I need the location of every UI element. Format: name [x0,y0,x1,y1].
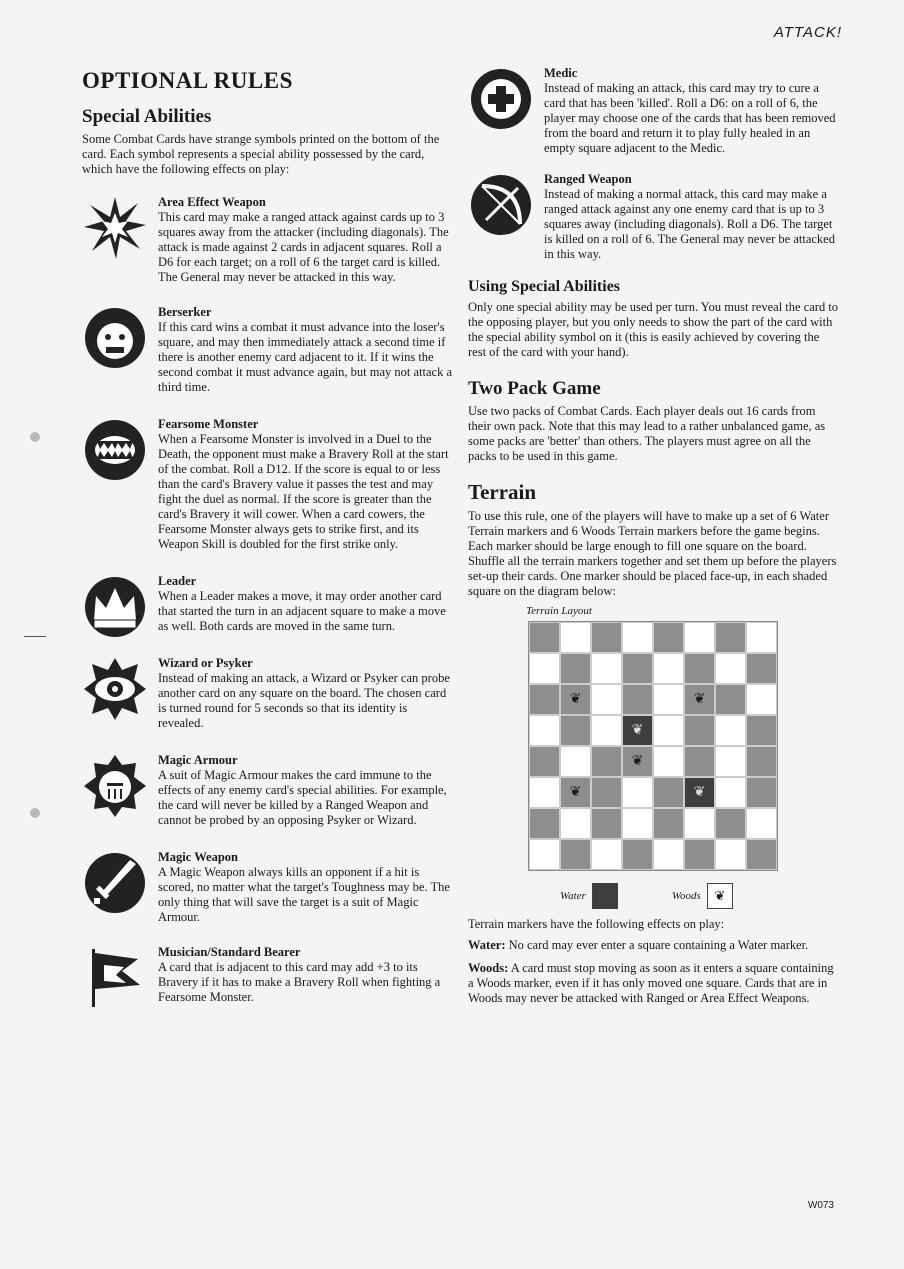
ability-text: A suit of Magic Armour makes the card immune to the effects of any enemy card's special abilities. For example, the card will never be killed by a Ranged Weapon and cannot be probed by an opposing Psyker or Wizard. [158,768,447,827]
board-square [560,622,591,653]
ability-musician [82,945,454,1005]
woods-marker: ❦ [684,684,715,715]
board-square [529,839,560,870]
board-square [529,653,560,684]
punch-hole-dot [30,808,40,818]
shaded-square [622,653,653,684]
ability-magic-weapon [82,850,454,925]
board-square [560,746,591,777]
shaded-square [529,684,560,715]
ability-name: Ranged Weapon [544,172,632,186]
special-abilities-heading: Special Abilities [82,106,212,127]
shaded-square [746,746,777,777]
board-square [653,715,684,746]
starburst-icon [82,195,148,261]
board-square [653,839,684,870]
fanged-maw-icon [82,417,148,483]
shaded-square [715,808,746,839]
ability-text: A card that is adjacent to this card may add +3 to its Bravery if it has to make a Bravery Roll when fighting a Fearsome Monster. [158,960,441,1004]
water-rule-text: No card may ever enter a square containing a Water marker. [508,938,809,952]
ability-name: Area Effect Weapon [158,195,266,209]
shaded-square [591,777,622,808]
board-square [746,684,777,715]
board-square [684,808,715,839]
ability-name: Musician/Standard Bearer [158,945,301,959]
sword-icon [82,850,148,916]
terrain-effects-intro: Terrain markers have the following effects on play: [468,917,725,931]
board-square [591,653,622,684]
berserker-face-icon [82,305,148,371]
board-square [653,746,684,777]
ability-text: If this card wins a combat it must advance into the loser's square, and may then immediately attack a second time if there is another enemy card adjacent to it. If it wins the second combat it must advance again, but may not attack a third time. [158,320,453,394]
shaded-square [746,715,777,746]
medic-cross-icon [468,66,534,132]
shaded-square [529,622,560,653]
ability-name: Magic Weapon [158,850,238,864]
bow-icon [468,172,534,238]
ability-text: Instead of making an attack, a Wizard or Psyker can probe another card on any square on the board. The chosen card is turned round for 5 seconds so that its identity is revealed. [158,671,450,730]
water-marker: ❦ [684,777,715,808]
special-abilities-intro: Some Combat Cards have strange symbols printed on the bottom of the card. Each symbol represents a special ability possessed by the card, which have the following effects on play: [82,132,440,176]
board-square [622,808,653,839]
woods-marker: ❦ [622,746,653,777]
water-marker: ❦ [622,715,653,746]
shaded-square [715,622,746,653]
shaded-square [746,777,777,808]
shaded-square [591,622,622,653]
board-square [622,622,653,653]
shaded-square [529,746,560,777]
board-square [715,715,746,746]
ability-leader [82,574,454,634]
board-square [746,808,777,839]
shaded-square [684,653,715,684]
board-square [746,622,777,653]
legend-water-label: Water [560,890,586,902]
woods-rule-label: Woods: [468,961,509,975]
ability-text: When a Fearsome Monster is involved in a Duel to the Death, the opponent must make a Bravery Roll at the start of the combat. Roll a D12. If the score is equal to or less than the card's Bravery value it passes the test and may fight the duel as normal. If the score is greater than the card's Bravery it will cower. When a card cowers, the Fearsome Monster always gets to strike first, and its Weapon Skill is doubled for the first strike only. [158,432,449,551]
ability-name: Berserker [158,305,212,319]
shaded-square [560,653,591,684]
ability-text: Instead of making a normal attack, this card may make a ranged attack against any one enemy card that is up to 3 squares away (including diagonals). Roll a D6. The target is killed on a roll of 6. The General may never be attacked in this way. [544,187,835,261]
water-rule-label: Water: [468,938,506,952]
ability-name: Leader [158,574,197,588]
helmet-icon [82,753,148,819]
shaded-square [746,653,777,684]
ability-text: A Magic Weapon always kills an opponent if a hit is scored, no matter what the target's Toughness may be. The only thing that will save the target is a suit of Magic Armour. [158,865,450,924]
margin-mark [24,636,46,637]
legend-woods-label: Woods [671,890,701,902]
page-header: ATTACK! [773,24,842,41]
shaded-square [746,839,777,870]
terrain-layout-caption: Terrain Layout [526,605,592,617]
page-footer-code: W073 [807,1200,834,1211]
woods-marker: ❦ [560,777,591,808]
board-square [684,622,715,653]
ability-name: Wizard or Psyker [158,656,253,670]
water-rule [468,938,840,953]
board-square [529,715,560,746]
page-title: OPTIONAL RULES [82,68,293,93]
ability-text: Instead of making an attack, this card may try to cure a card that has been 'killed'. Roll a D6: on a roll of 6, the player may choose one of the cards that has been removed from the board and return it to play fully healed in an empty square adjacent to the Medic. [544,81,836,155]
ability-name: Medic [544,66,578,80]
ability-magic-armour [82,753,454,828]
terrain-text: To use this rule, one of the players will have to make up a set of 6 Water Terrain markers and 6 Woods Terrain markers before the game begins. Each marker should be large enough to fill one square on the board. Shuffle all the terrain markers together and set them up before the players set-up their cards. One marker should be placed face-up, in each shaded square on the diagram below: [468,509,837,598]
ability-medic [468,66,840,156]
terrain-legend [560,883,840,909]
shaded-square [684,839,715,870]
shaded-square [560,715,591,746]
board-square [560,808,591,839]
ability-name: Fearsome Monster [158,417,259,431]
woods-marker: ❦ [560,684,591,715]
woods-rule [468,961,840,1006]
shaded-square [715,684,746,715]
shaded-square [622,839,653,870]
two-pack-text: Use two packs of Combat Cards. Each player deals out 16 cards from their own pack. Note that this may lead to a rather unbalanced game, as some packs are 'better' than others. The players must agree on all the packs to be used in this game. [468,404,826,463]
ability-berserker [82,305,454,395]
shaded-square [591,746,622,777]
shaded-square [684,715,715,746]
shaded-square [653,622,684,653]
crown-icon [82,574,148,640]
terrain-board [528,621,778,871]
ability-ranged-weapon [468,172,840,262]
terrain-heading: Terrain [468,480,537,504]
left-column [82,60,454,1005]
shaded-square [653,808,684,839]
board-square [653,653,684,684]
board-square [622,777,653,808]
ability-text: This card may make a ranged attack against cards up to 3 squares away from the attacker (including diagonals). The attack is made against 2 cards in adjacent squares. Roll a D6 for each target; on a roll of 6 the target card is killed. The General may never be attacked in this way. [158,210,449,284]
shaded-square [653,777,684,808]
ability-fearsome-monster [82,417,454,552]
board-square [591,684,622,715]
ability-area-effect [82,195,454,285]
shaded-square [529,808,560,839]
board-square [529,777,560,808]
shaded-square [591,808,622,839]
board-square [715,746,746,777]
ability-wizard [82,656,454,731]
board-square [715,839,746,870]
banner-icon [82,945,148,1011]
woods-tree-icon: ❦ [707,883,733,909]
board-square [715,653,746,684]
punch-hole-dot [30,432,40,442]
woods-rule-text: A card must stop moving as soon as it enters a square containing a Woods marker, even if it has only moved one square. Cards that are in Woods may never be attacked with Ranged or Area Effect Weapons. [468,961,834,1005]
ability-text: When a Leader makes a move, it may order another card that started the turn in an adjacent square to make a move as well. Both cards are moved in the same turn. [158,589,446,633]
eye-icon [82,656,148,722]
using-text: Only one special ability may be used per turn. You must reveal the card to the opposing player, but you only needs to show the part of the card with the special ability symbol on it (this is easily achieved by covering the rest of the card with your hand). [468,300,839,359]
two-pack-heading: Two Pack Game [468,378,601,399]
water-marker-swatch [592,883,618,909]
shaded-square [684,746,715,777]
board-square [653,684,684,715]
ability-name: Magic Armour [158,753,238,767]
board-square [715,777,746,808]
using-heading: Using Special Abilities [468,278,621,295]
shaded-square [560,839,591,870]
shaded-square [622,684,653,715]
right-column [468,66,840,1006]
board-square [591,715,622,746]
board-square [591,839,622,870]
